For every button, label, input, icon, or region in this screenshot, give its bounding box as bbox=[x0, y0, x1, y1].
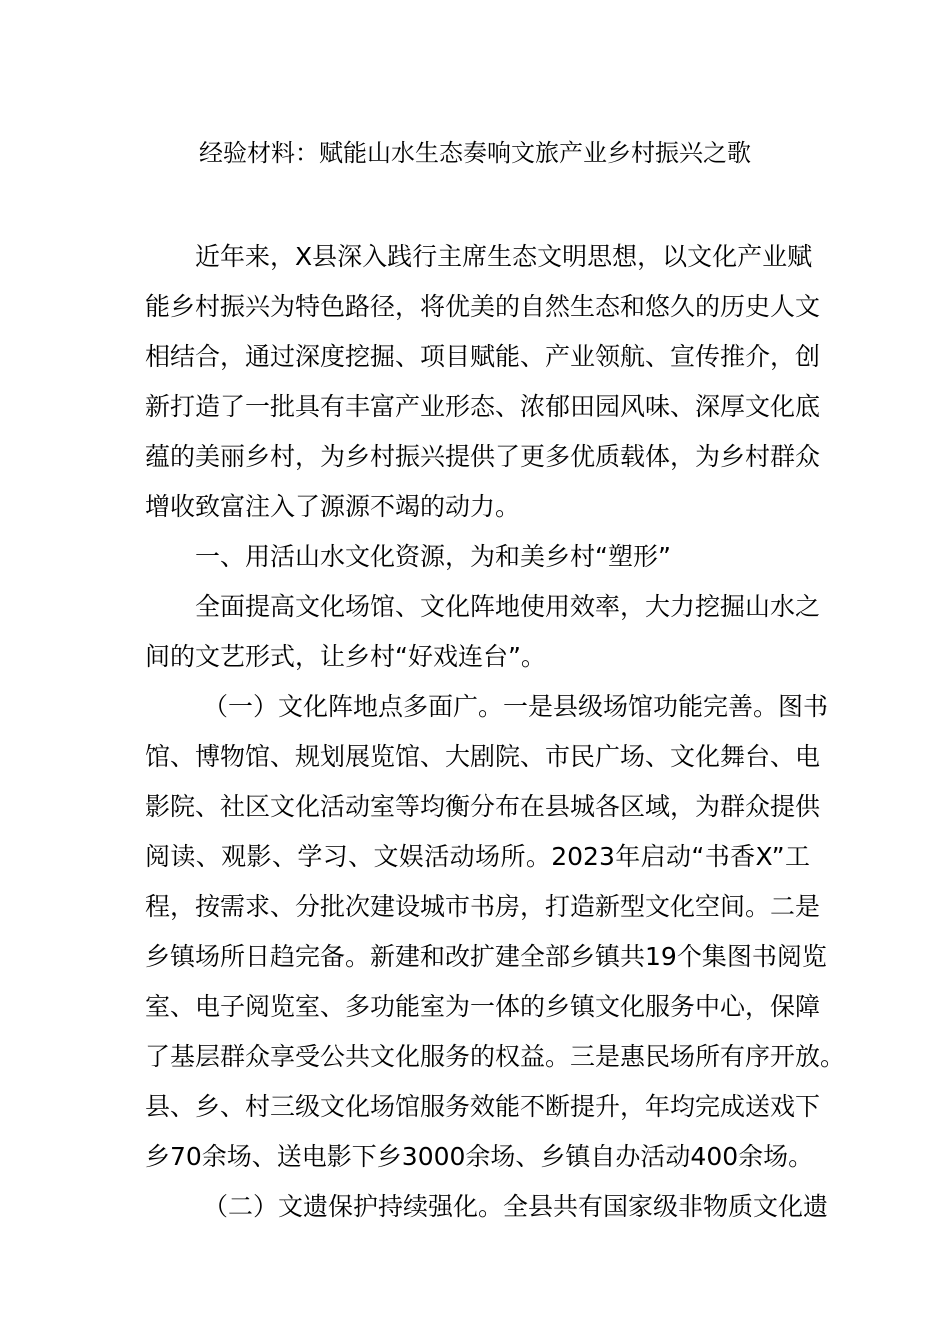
paragraph-subsection-line: （一）文化阵地点多面广。一是县级场馆功能完善。图书 bbox=[203, 692, 829, 721]
document-body bbox=[145, 232, 846, 1232]
paragraph-subsection-line: 程，按需求、分批次建设城市书房，打造新型文化空间。二是 bbox=[145, 892, 821, 921]
paragraph-intro-line: 增收致富注入了源源不竭的动力。 bbox=[145, 492, 521, 521]
paragraph-intro-line: 近年来，X县深入践行主席生态文明思想，以文化产业赋 bbox=[195, 242, 813, 271]
paragraph-intro-line: 相结合，通过深度挖掘、项目赋能、产业领航、宣传推介，创 bbox=[145, 342, 821, 371]
section-heading: 一、用活山水文化资源，为和美乡村“塑形” bbox=[195, 542, 671, 571]
paragraph-subsection-line: 室、电子阅览室、多功能室为一体的乡镇文化服务中心，保障 bbox=[145, 992, 821, 1021]
paragraph-section-line: 间的文艺形式，让乡村“好戏连台”。 bbox=[145, 642, 546, 671]
paragraph-subsection-line: 乡镇场所日趋完备。新建和改扩建全部乡镇共19个集图书阅览 bbox=[145, 942, 827, 971]
paragraph-subsection-line: 影院、社区文化活动室等均衡分布在县城各区域，为群众提供 bbox=[145, 792, 821, 821]
document-title: 经验材料：赋能山水生态奏响文旅产业乡村振兴之歌 bbox=[199, 139, 751, 167]
paragraph-subsection-line: 了基层群众享受公共文化服务的权益。三是惠民场所有序开放。 bbox=[145, 1042, 846, 1071]
paragraph-intro-line: 新打造了一批具有丰富产业形态、浓郁田园风味、深厚文化底 bbox=[145, 392, 821, 421]
paragraph-subsection-line: 馆、博物馆、规划展览馆、大剧院、市民广场、文化舞台、电 bbox=[145, 742, 821, 771]
paragraph-subsection-line: 县、乡、村三级文化场馆服务效能不断提升，年均完成送戏下 bbox=[145, 1092, 821, 1121]
paragraph-section-line: 全面提高文化场馆、文化阵地使用效率，大力挖掘山水之 bbox=[195, 592, 821, 621]
paragraph-subsection-line: 乡70余场、送电影下乡3000余场、乡镇自办活动400余场。 bbox=[145, 1142, 814, 1171]
paragraph-intro-line: 能乡村振兴为特色路径，将优美的自然生态和悠久的历史人文 bbox=[145, 292, 821, 321]
paragraph-subsection-line: 阅读、观影、学习、文娱活动场所。2023年启动“书香X”工 bbox=[145, 842, 810, 871]
paragraph-subsection-line: （二）文遗保护持续强化。全县共有国家级非物质文化遗 bbox=[203, 1192, 829, 1221]
paragraph-intro-line: 蕴的美丽乡村，为乡村振兴提供了更多优质载体，为乡村群众 bbox=[145, 442, 821, 471]
